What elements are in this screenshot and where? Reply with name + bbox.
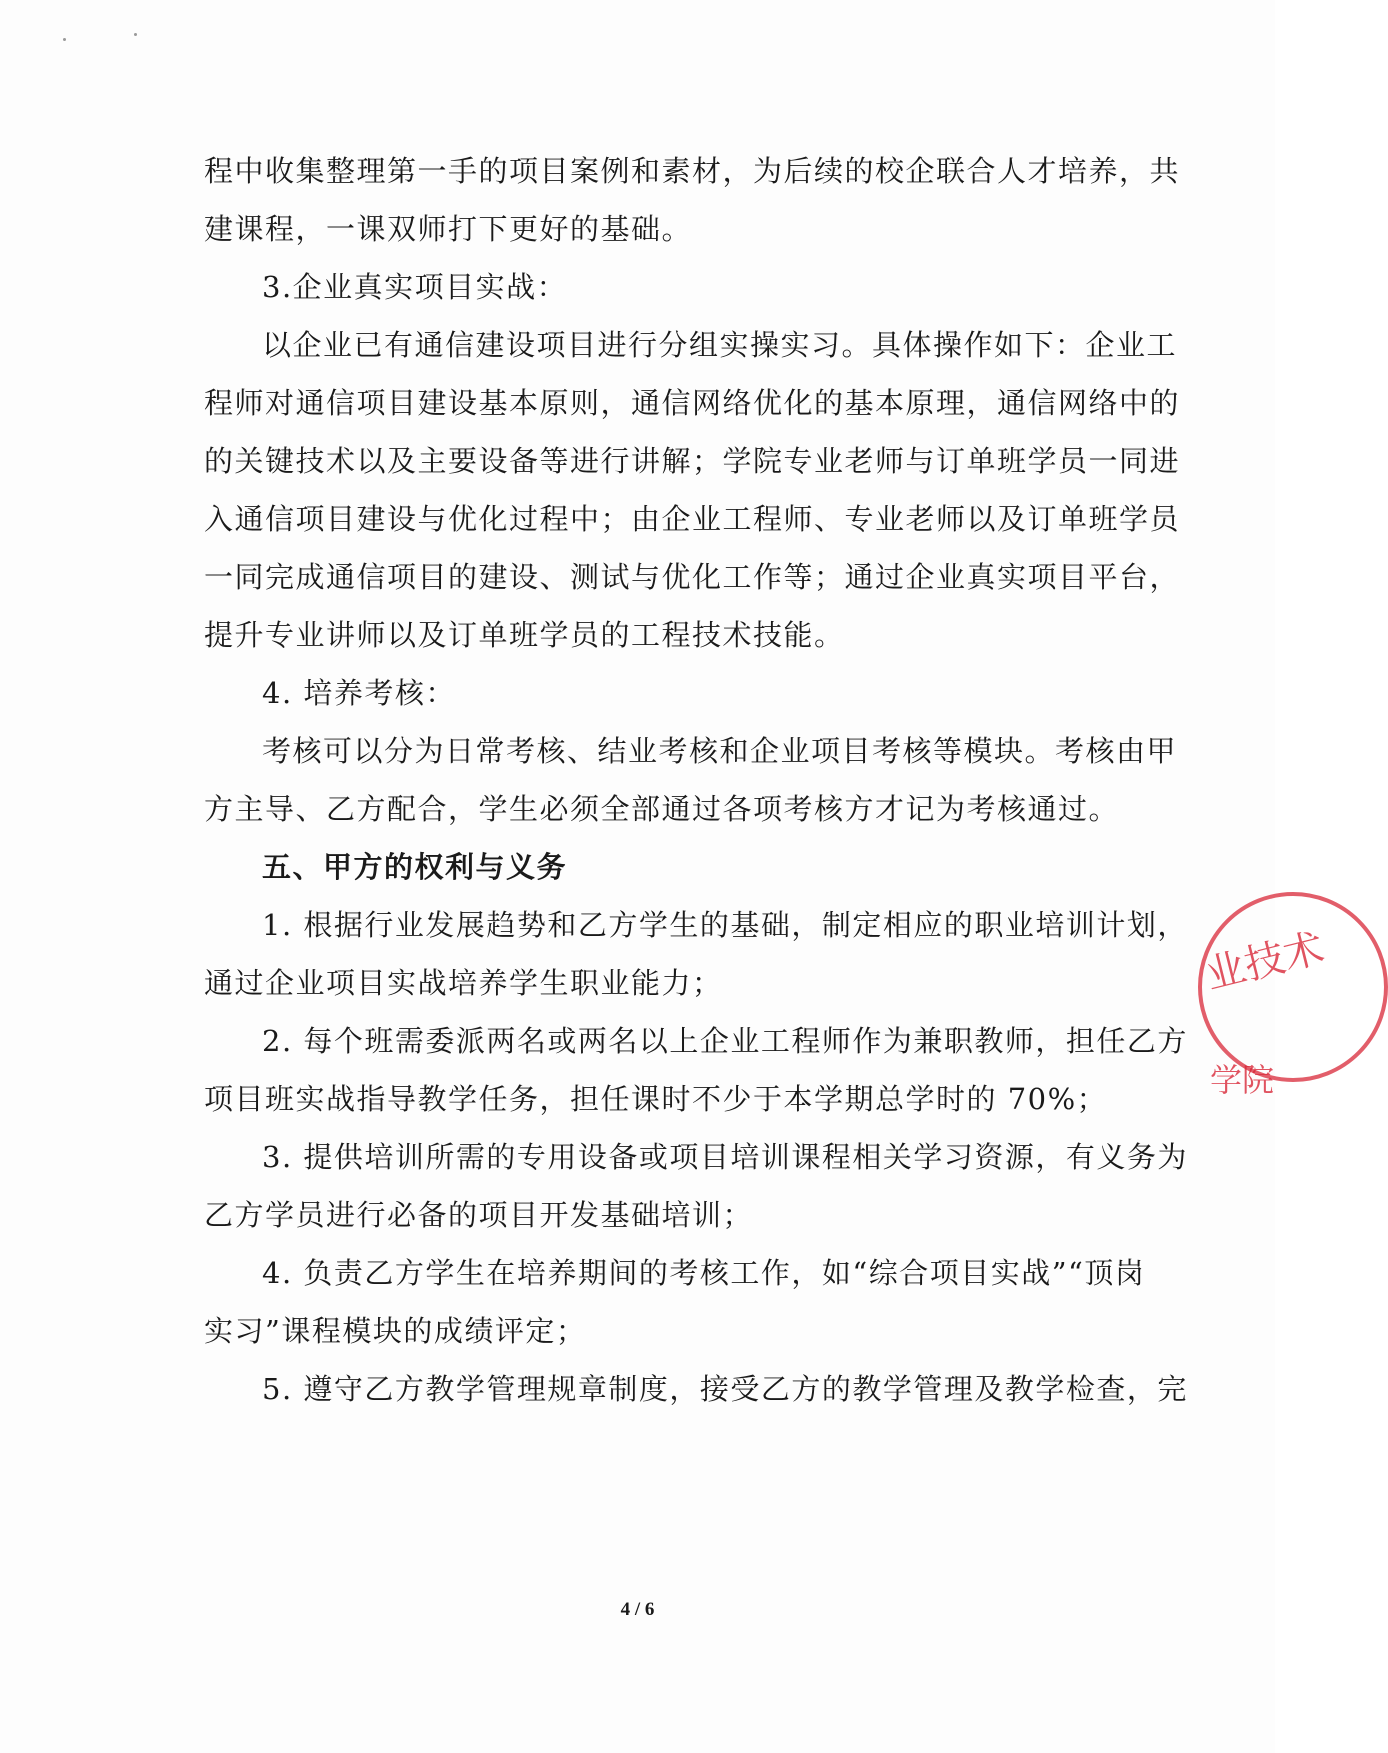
seal-text-top: 业技术 <box>1201 925 1329 999</box>
text-line: 项目班实战指导教学任务，担任课时不少于本学期总学时的 70%； <box>204 1082 1108 1116</box>
text-line: 的关键技术以及主要设备等进行讲解；学院专业老师与订单班学员一同进 <box>204 444 1181 478</box>
text-line: 提升专业讲师以及订单班学员的工程技术技能。 <box>204 618 845 652</box>
text-line: 方主导、乙方配合，学生必须全部通过各项考核方才记为考核通过。 <box>204 792 1120 826</box>
scan-speck <box>134 33 137 36</box>
text-line: 一同完成通信项目的建设、测试与优化工作等；通过企业真实项目平台， <box>204 560 1181 594</box>
section-heading: 五、甲方的权利与义务 <box>262 850 568 884</box>
text-line: 考核可以分为日常考核、结业考核和企业项目考核等模块。考核由甲 <box>262 734 1178 768</box>
text-line: 以企业已有通信建设项目进行分组实操实习。具体操作如下：企业工 <box>262 328 1178 362</box>
text-line: 实习”课程模块的成绩评定； <box>204 1314 587 1348</box>
document-body <box>204 142 1188 1418</box>
text-line: 入通信项目建设与优化过程中；由企业工程师、专业老师以及订单班学员 <box>204 502 1181 536</box>
text-line: 通过企业项目实战培养学生职业能力； <box>204 966 723 1000</box>
scan-speck <box>63 38 66 41</box>
text-line: 程师对通信项目建设基本原则，通信网络优化的基本原理，通信网络中的 <box>204 386 1181 420</box>
text-line: 4. 负责乙方学生在培养期间的考核工作，如“综合项目实战”“顶岗 <box>262 1256 1146 1290</box>
text-line: 5. 遵守乙方教学管理规章制度，接受乙方的教学管理及教学检查，完 <box>262 1372 1188 1406</box>
text-line: 2. 每个班需委派两名或两名以上企业工程师作为兼职教师，担任乙方 <box>262 1024 1188 1058</box>
text-line: 3.企业真实项目实战： <box>262 270 568 304</box>
text-line: 乙方学员进行必备的项目开发基础培训； <box>204 1198 754 1232</box>
text-line: 程中收集整理第一手的项目案例和素材，为后续的校企联合人才培养，共 <box>204 154 1181 188</box>
page-number: 4 / 6 <box>620 1599 655 1620</box>
text-line: 4. 培养考核： <box>262 676 456 710</box>
text-line: 建课程，一课双师打下更好的基础。 <box>204 212 693 246</box>
text-line: 3. 提供培训所需的专用设备或项目培训课程相关学习资源，有义务为 <box>262 1140 1188 1174</box>
seal-text-bottom: 学院 <box>1210 1061 1275 1099</box>
text-line: 1. 根据行业发展趋势和乙方学生的基础，制定相应的职业培训计划， <box>262 908 1188 942</box>
